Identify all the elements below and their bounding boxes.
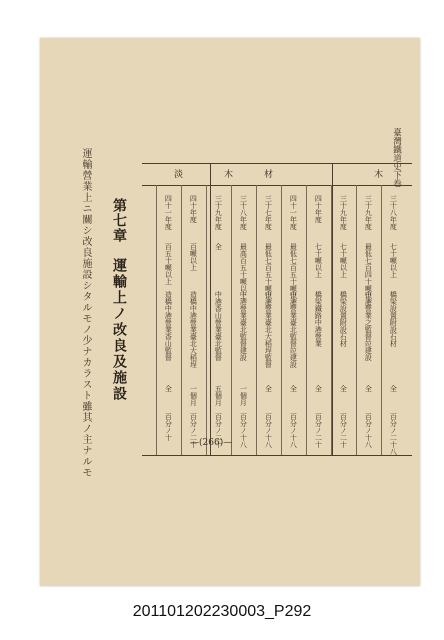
table-cell-year: 三十八年度: [389, 195, 398, 230]
table-cell-note: 一個月: [189, 385, 198, 406]
table-cell-item: 橋梁設置附設石材: [339, 291, 348, 347]
table-cell-year: 三十八年度: [239, 195, 248, 230]
table-cell-qty: 七十噸以上: [314, 243, 323, 278]
table-cell-qty: 七十噸以上: [339, 243, 348, 278]
data-table: [142, 163, 412, 455]
table-cell-ratio: 百分ノ二十八: [389, 413, 398, 455]
column-rule: [306, 185, 307, 455]
chapter-title: 運輸上ノ改良及施設: [111, 258, 127, 402]
table-cell-note: 全: [389, 385, 398, 392]
section-header: 木: [372, 169, 382, 178]
table-cell-qty: 全: [214, 243, 223, 250]
table-cell-ratio: 百分ノ十八: [239, 413, 248, 448]
table-cell-year: 三十七年度: [264, 195, 273, 230]
table-cell-qty: 最高百五十噸以上: [239, 243, 248, 299]
table-cell-qty: 百五十噸以上: [164, 243, 173, 285]
table-cell-ratio: 百分ノ二十: [189, 413, 198, 448]
image-id-caption: 201101202230003_P292: [132, 603, 312, 620]
table-cell-ratio: 百分ノ二十: [314, 413, 323, 448]
table-cell-item: 中港營業之監督竝建設: [364, 291, 373, 361]
column-rule: [331, 185, 332, 455]
table-bottom-rule: [142, 455, 412, 456]
table-cell-item: 橋梁設置附設石材: [389, 291, 398, 347]
section-header: 木: [222, 169, 232, 178]
column-rule: [281, 185, 282, 455]
table-cell-ratio: 百分ノ十: [164, 413, 173, 441]
table-cell-item: 中港營業臺北監督建設: [239, 291, 248, 361]
column-rule: [381, 185, 382, 455]
column-rule: [206, 185, 207, 455]
section-header: 材: [262, 169, 272, 178]
table-cell-note: 全: [314, 385, 323, 392]
table-cell-item: 造橋中港營業香山監督: [164, 291, 173, 361]
table-cell-year: 三十九年度: [364, 195, 373, 230]
table-cell-qty: 最低七百五十噸以上: [264, 243, 273, 306]
section-divider: [210, 163, 211, 455]
table-cell-item: 中港營業臺北大稻埕監督: [264, 291, 273, 368]
table-cell-note: 全: [164, 385, 173, 392]
chapter-label: 第七章: [111, 198, 127, 243]
section-divider: [332, 163, 333, 455]
table-cell-item: 造橋中港營業臺北大稻埕: [189, 291, 198, 368]
column-rule: [356, 185, 357, 455]
table-cell-item: 中港營業臺北監督竝建設: [289, 291, 298, 368]
table-cell-ratio: 百分ノ二十: [214, 413, 223, 448]
table-cell-year: 四十一年度: [164, 195, 173, 230]
table-cell-qty: 最低七百四十噸以上: [364, 243, 373, 306]
table-cell-year: 三十九年度: [339, 195, 348, 230]
page-number: —(266)—: [190, 438, 233, 448]
table-cell-note: 全: [264, 385, 273, 392]
table-cell-note: 五個月: [214, 385, 223, 406]
running-header: 臺灣鐵道史下卷: [391, 128, 402, 188]
intro-text: 運輸營業上ニ關シ改良施設シタルモノ少ナカラスト雖其ノ主ナルモ: [80, 148, 91, 478]
table-cell-qty: 最低七百五十噸以上: [289, 243, 298, 306]
table-cell-ratio: 百分ノ十八: [364, 413, 373, 448]
book-page: [40, 38, 420, 586]
column-rule: [231, 185, 232, 455]
column-rule: [181, 185, 182, 455]
table-cell-year: 四十一年度: [289, 195, 298, 230]
table-cell-ratio: 百分ノ十八: [289, 413, 298, 448]
table-top-rule: [142, 163, 412, 164]
table-cell-year: 三十九年度: [214, 195, 223, 230]
table-cell-note: 全: [364, 385, 373, 392]
table-header-rule: [142, 185, 412, 186]
table-cell-note: 全: [289, 385, 298, 392]
table-cell-item: 中港香山營業臺北監督: [214, 291, 223, 361]
table-cell-qty: 七十噸以上: [389, 243, 398, 278]
table-cell-ratio: 百分ノ十八: [264, 413, 273, 448]
table-cell-note: 全: [339, 385, 348, 392]
table-cell-year: 四十年度: [189, 195, 198, 223]
column-rule: [256, 185, 257, 455]
table-cell-note: 一個月: [239, 385, 248, 406]
table-cell-ratio: 百分ノ二十: [339, 413, 348, 448]
section-header: 淡: [172, 169, 182, 178]
table-cell-item: 橋梁鐵路中港營業: [314, 291, 323, 347]
table-cell-qty: 百噸以上: [189, 243, 198, 271]
table-cell-year: 四十年度: [314, 195, 323, 223]
column-rule: [156, 185, 157, 455]
